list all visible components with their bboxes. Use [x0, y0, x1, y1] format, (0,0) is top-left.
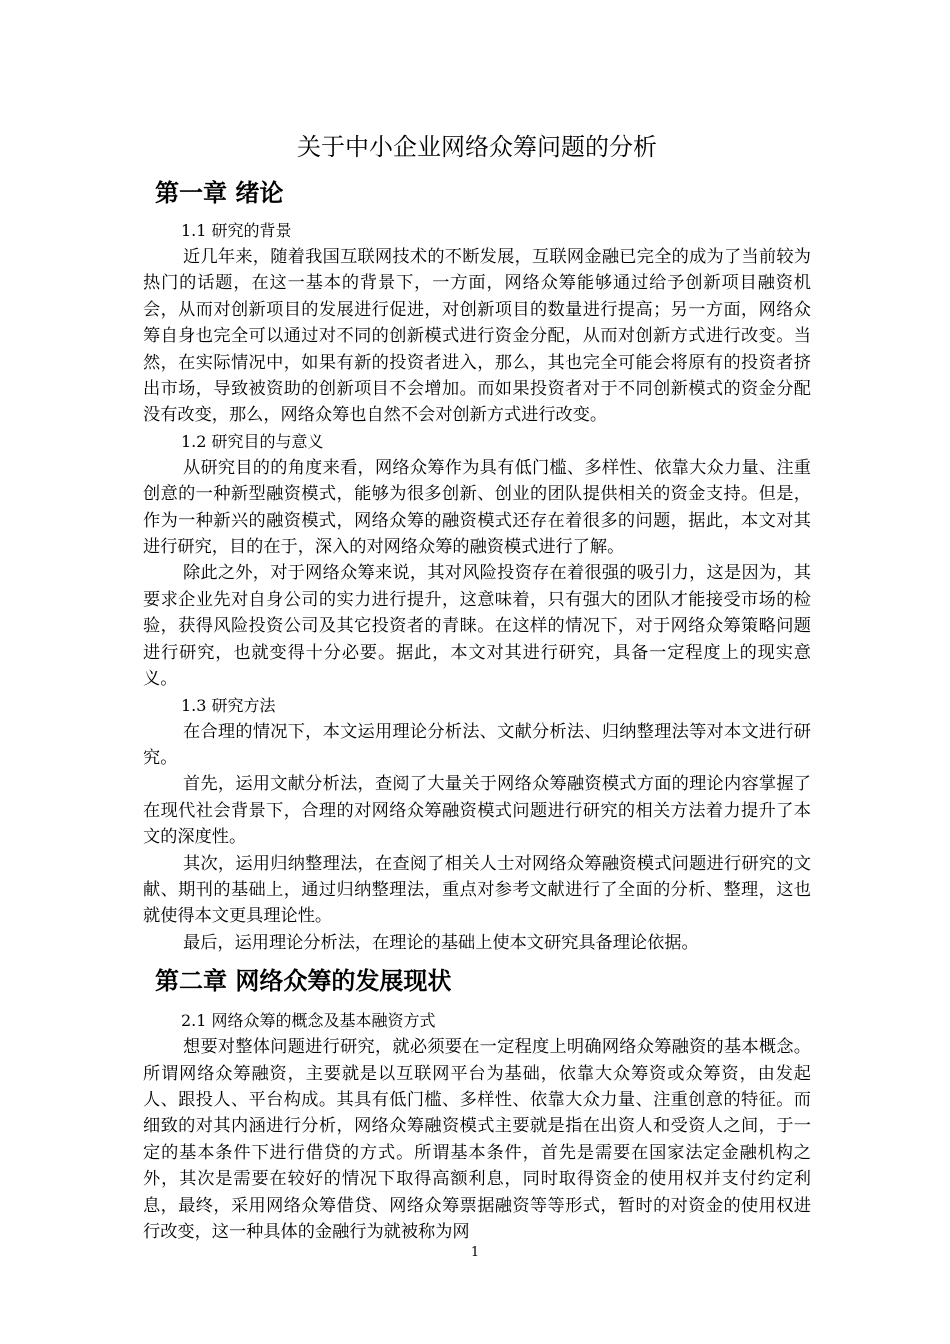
- page-number: 1: [470, 1245, 480, 1260]
- paragraph: 从研究目的的角度来看，网络众筹作为具有低门槛、多样性、依靠大众力量、注重创意的一种新型融资模式，能够为很多创新、创业的团队提供相关的资金支持。但是，作为一种新兴的融资模式，网络众筹的融资模式还存在着很多的问题，据此，本文对其进行研究，目的在于，深入的对网络众筹的融资模式进行了解。: [143, 457, 811, 558]
- section-1-3-heading: 1.3 研究方法: [181, 695, 276, 715]
- chapter-2-heading: 第二章 网络众筹的发展现状: [155, 967, 452, 996]
- page-content: [143, 128, 811, 1245]
- paragraph: 其次，运用归纳整理法，在查阅了相关人士对网络众筹融资模式问题进行研究的文献、期刊的基础上，通过归纳整理法，重点对参考文献进行了全面的分析、整理，这也就使得本文更具理论性。: [143, 853, 811, 927]
- document-title: 关于中小企业网络众筹问题的分析: [297, 133, 657, 161]
- paragraph: 在合理的情况下，本文运用理论分析法、文献分析法、归纳整理法等对本文进行研究。: [143, 721, 811, 768]
- chapter-1-heading: 第一章 绪论: [155, 179, 284, 207]
- paragraph: 想要对整体问题进行研究，就必须要在一定程度上明确网络众筹融资的基本概念。所谓网络众筹融资，主要就是以互联网平台为基础，依靠大众筹资或众筹资，由发起人、跟投人、平台构成。其具有低门槛、多样性、依靠大众力量、注重创意的特征。而细致的对其内涵进行分析，网络众筹融资模式主要就是指在出资人和受资人之间，于一定的基本条件下进行借贷的方式。所谓基本条件，首先是需要在国家法定金融机构之外，其次是需要在较好的情况下取得高额利息，同时取得资金的使用权并支付约定利息，最终，采用网络众筹借贷、网络众筹票据融资等等形式，暂时的对资金的使用权进行改变，这一种具体的金融行为就被称为网: [143, 1037, 811, 1242]
- paragraph: 最后，运用理论分析法，在理论的基础上使本文研究具备理论依据。: [183, 932, 699, 953]
- section-2-1-heading: 2.1 网络众筹的概念及基本融资方式: [181, 1011, 436, 1031]
- paragraph: 近几年来，随着我国互联网技术的不断发展，互联网金融已完全的成为了当前较为热门的话题，在这一基本的背景下，一方面，网络众筹能够通过给予创新项目融资机会，从而对创新项目的发展进行促进，对创新项目的数量进行提高；另一方面，网络众筹自身也完全可以通过对不同的创新模式进行资金分配，从而对创新方式进行改变。当然，在实际情况中，如果有新的投资者进入，那么，其也完全可能会将原有的投资者挤出市场，导致被资助的创新项目不会增加。而如果投资者对于不同创新模式的资金分配没有改变，那么，网络众筹也自然不会对创新方式进行改变。: [143, 247, 811, 426]
- paragraph: 除此之外，对于网络众筹来说，其对风险投资存在着很强的吸引力，这是因为，其要求企业先对自身公司的实力进行提升，这意味着，只有强大的团队才能接受市场的检验，获得风险投资公司及其它投资者的青睐。在这样的情况下，对于网络众筹策略问题进行研究，也就变得十分必要。据此，本文对其进行研究，具备一定程度上的现实意义。: [143, 563, 811, 690]
- section-1-1-heading: 1.1 研究的背景: [181, 221, 292, 240]
- paragraph: 首先，运用文献分析法，查阅了大量关于网络众筹融资模式方面的理论内容掌握了在现代社会背景下，合理的对网络众筹融资模式问题进行研究的相关方法着力提升了本文的深度性。: [143, 774, 811, 848]
- section-1-2-heading: 1.2 研究目的与意义: [181, 431, 324, 451]
